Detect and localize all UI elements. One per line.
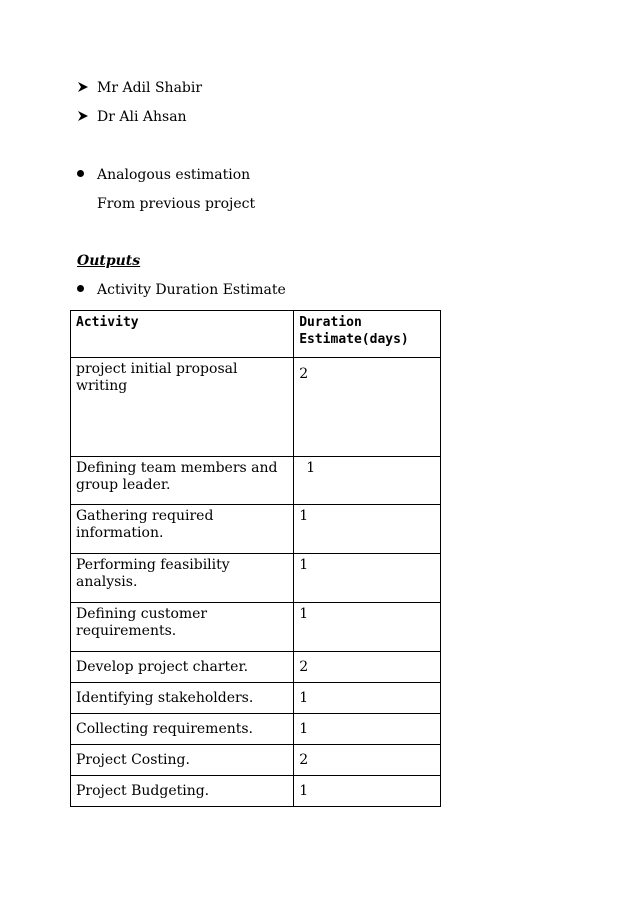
days-cell: 1 [294,714,441,745]
table-row [71,603,441,652]
table-header-row [71,311,441,358]
arrow-bullet-icon [77,81,97,93]
table-row [71,652,441,683]
days-cell: 1 [294,603,441,652]
activity-cell: Develop project charter. [71,652,294,683]
header-duration: Duration Estimate(days) [294,311,441,358]
table-row [71,505,441,554]
activity-cell: Project Costing. [71,745,294,776]
activity-cell: Collecting requirements. [71,714,294,745]
name-text: Dr Ali Ahsan [97,109,187,125]
outputs-heading: Outputs [77,253,141,269]
days-cell: 1 [294,683,441,714]
table-row [71,714,441,745]
header-activity: Activity [71,311,294,358]
table-row [71,358,441,457]
outputs-text: Activity Duration Estimate [97,282,286,298]
activity-cell: Performing feasibility analysis. [71,554,294,603]
technique-text: Analogous estimation [97,167,251,183]
days-cell: 1 [294,505,441,554]
activity-cell: project initial proposal writing [71,358,294,457]
name-item-1 [77,80,202,97]
table-row [71,745,441,776]
bullet-dot-icon [77,285,84,292]
activity-cell: Identifying stakeholders. [71,683,294,714]
table-row [71,554,441,603]
table-row [71,776,441,807]
technique-detail: From previous project [97,196,256,212]
activity-cell: Gathering required information. [71,505,294,554]
days-cell: 2 [294,358,441,457]
days-cell: 1 [294,554,441,603]
name-item-2 [77,109,187,126]
activity-cell: Defining team members and group leader. [71,457,294,505]
days-cell: 1 [294,776,441,807]
name-text: Mr Adil Shabir [97,80,203,96]
duration-estimate-table [70,310,441,807]
arrow-bullet-icon [77,110,97,122]
days-cell: 1 [294,457,441,505]
table-row [71,683,441,714]
activity-cell: Defining customer requirements. [71,603,294,652]
days-cell: 2 [294,745,441,776]
days-cell: 2 [294,652,441,683]
activity-cell: Project Budgeting. [71,776,294,807]
outputs-bullet [77,282,286,299]
bullet-dot-icon [77,170,84,177]
table-row [71,457,441,505]
technique-bullet [77,167,250,184]
